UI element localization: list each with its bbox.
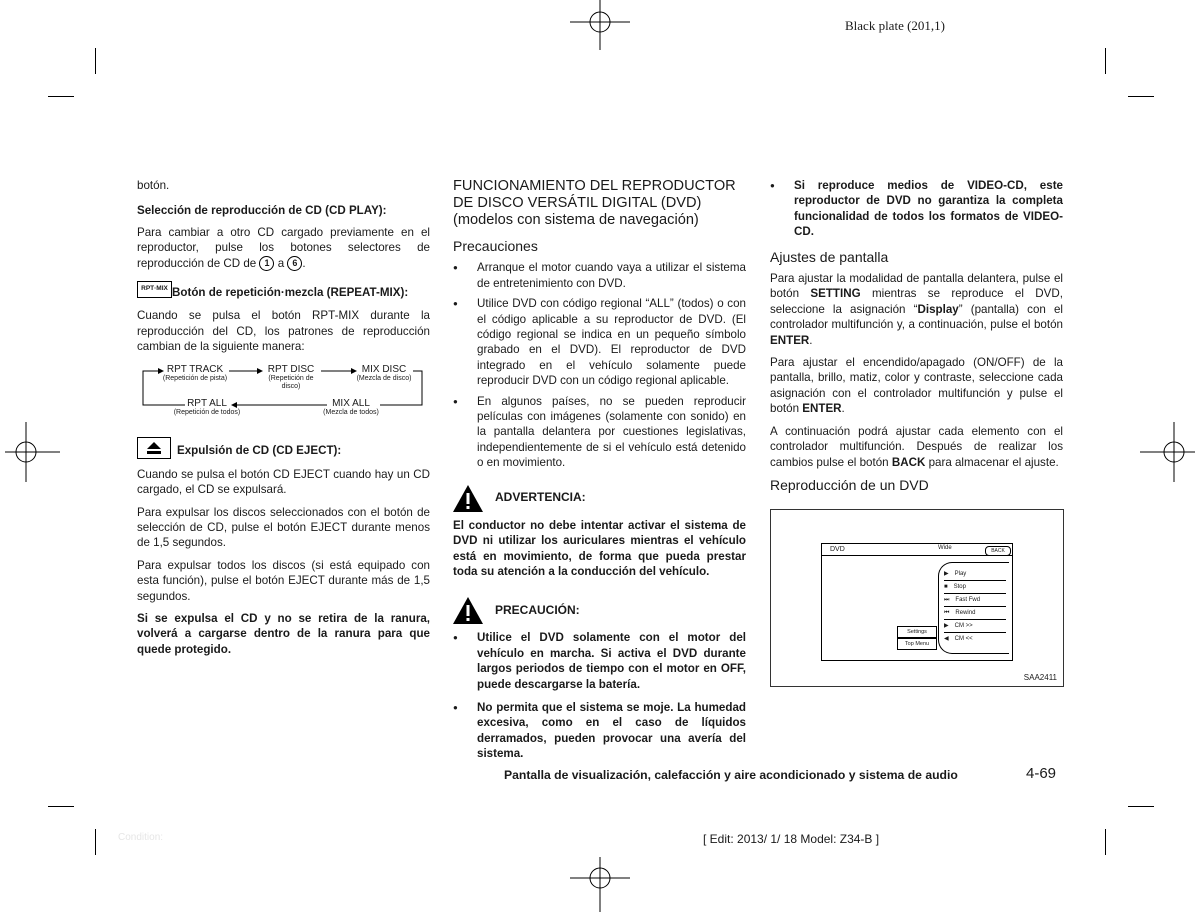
settings-button-label: Settings — [907, 629, 927, 635]
paragraph-text: . — [302, 256, 306, 270]
paragraph-text: . — [809, 333, 813, 347]
subsection-heading: Ajustes de pantalla — [770, 248, 889, 265]
warning-heading — [453, 485, 746, 512]
menu-item-label: Stop — [953, 584, 966, 590]
flow-node-rpt-disc — [259, 364, 323, 391]
menu-item-rewind[interactable] — [944, 607, 1006, 620]
column-3 — [770, 178, 1063, 499]
flow-node-rpt-all — [167, 398, 247, 417]
paragraph: botón. — [137, 179, 170, 192]
crop-mark — [95, 829, 96, 855]
registration-mark-icon — [570, 852, 630, 912]
paragraph — [137, 225, 430, 271]
flow-node-rpt-track — [159, 364, 231, 383]
menu-item-label: CM >> — [954, 623, 973, 629]
section-heading: Expulsión de CD (CD EJECT): — [177, 444, 342, 458]
warning-text: El conductor no debe intentar activar el sistema de DVD ni utilizar los auriculares mientras el vehículo está en movimiento, de forma que pueda prestar toda su atención a la conducción del vehículo. — [453, 518, 746, 578]
paragraph — [770, 355, 1063, 417]
flow-node-mix-disc — [353, 364, 415, 383]
paragraph: Si se expulsa el CD y no se retira de la ranura, volverá a cargarse dentro de la ranura para que quede protegido. — [137, 611, 430, 656]
eject-heading-row — [137, 437, 430, 459]
enter-key: ENTER — [802, 402, 842, 416]
subsection-heading: Reproducción de un DVD — [770, 476, 929, 493]
flow-node-sublabel: (Mezcla de disco) — [356, 374, 412, 382]
fast-forward-icon: ⏭ — [944, 597, 950, 603]
rpt-mix-heading-row — [137, 285, 430, 300]
warning-icon — [453, 485, 483, 512]
wide-label: Wide — [938, 545, 952, 551]
screen-divider — [822, 555, 1012, 556]
edit-info: [ Edit: 2013/ 1/ 18 Model: Z34-B ] — [703, 832, 880, 846]
crop-mark — [48, 96, 74, 97]
condition-label: Condition: — [118, 832, 164, 843]
setting-key: SETTING — [810, 287, 861, 301]
menu-list — [944, 568, 1006, 645]
button-6-icon: 6 — [287, 256, 302, 271]
registration-mark-icon — [570, 0, 630, 60]
crop-mark — [95, 48, 96, 74]
paragraph-text: . — [841, 402, 845, 416]
paragraph-text: Para cambiar a otro CD cargado previamente en el reproductor, pulse los botones selectores de reproducción de CD de — [137, 225, 430, 270]
crop-mark — [1105, 829, 1106, 855]
menu-item-stop[interactable] — [944, 581, 1006, 594]
menu-item-cm-forward[interactable] — [944, 620, 1006, 633]
rpt-mix-flow-diagram — [137, 365, 430, 417]
section-title: FUNCIONAMIENTO DEL REPRODUCTOR DE DISCO VERSÁTIL DIGITAL (DVD) (modelos con sistema de navegación) — [453, 178, 736, 228]
footer-section-title: Pantalla de visualización, calefacción y aire acondicionado y sistema de audio — [504, 768, 958, 782]
menu-item-fast-fwd[interactable] — [944, 594, 1006, 607]
eject-icon — [147, 442, 161, 454]
caution-icon — [453, 597, 483, 624]
rewind-icon: ⏮ — [944, 610, 950, 616]
list-item: ● Arranque el motor cuando vaya a utilizar el sistema de entretenimiento con DVD. — [453, 260, 746, 291]
screen-title: DVD — [830, 546, 845, 553]
menu-item-play[interactable] — [944, 568, 1006, 581]
flow-node-mix-all — [317, 398, 385, 417]
menu-item-label: Play — [954, 571, 967, 577]
enter-key: ENTER — [770, 333, 810, 347]
list-item: ● Si reproduce medios de VIDEO-CD, este reproductor de DVD no garantiza la completa funcionalidad de todos los formatos de VIDEO-CD. — [770, 178, 1063, 240]
stop-icon: ■ — [944, 584, 948, 590]
back-key: BACK — [891, 455, 926, 469]
cm-forward-icon: ▶ — [944, 623, 949, 629]
crop-mark — [1128, 806, 1154, 807]
list-item: ● No permita que el sistema se moje. La humedad excesiva, como en el caso de líquidos derramados, pueden provocar una avería del sistema. — [453, 700, 746, 762]
caution-heading — [453, 597, 746, 624]
paragraph — [770, 424, 1063, 470]
section-heading: Botón de repetición·mezcla (REPEAT-MIX): — [172, 286, 409, 300]
rpt-mix-button-icon: RPT·MIX — [137, 281, 172, 298]
paragraph-text: para almacenar el ajuste. — [928, 455, 1059, 469]
paragraph-text: ” (pantalla) con el controlador multifunción y, a continuación, pulse el botón — [770, 302, 1063, 332]
subsection-heading: Precauciones — [453, 238, 538, 254]
flow-node-sublabel: (Repetición de pista) — [162, 374, 228, 382]
list-item: ● Utilice DVD con código regional “ALL” (todos) o con el código aplicable a su reproductor de DVD. (El código regional se indica en un pequeño símbolo grabado en el DVD). El reproductor de DVD integrado en el vehículo solamente puede reproducir DVD con un código regional aplicable. — [453, 296, 746, 388]
flow-node-label: MIX DISC — [361, 363, 407, 375]
column-1 — [137, 178, 430, 664]
button-1-icon: 1 — [259, 256, 274, 271]
section-heading: Selección de reproducción de CD (CD PLAY): — [137, 204, 387, 218]
back-button-label: BACK — [991, 548, 1005, 554]
page-number: 4-69 — [1026, 765, 1057, 782]
flow-node-label: RPT ALL — [187, 397, 227, 409]
list-item: ● Utilice el DVD solamente con el motor del vehículo en marcha. Si activa el DVD durante largos periodos de tiempo con el motor en OFF, puede descargarse la batería. — [453, 630, 746, 692]
menu-item-label: CM << — [954, 636, 973, 642]
display-key: Display — [917, 302, 959, 316]
warning-label: ADVERTENCIA: — [495, 490, 586, 505]
paragraph: Cuando se pulsa el botón RPT-MIX durante la reproducción del CD, los patrones de reproducción cambian de la siguiente manera: — [137, 309, 430, 354]
paragraph — [770, 271, 1063, 348]
crop-mark — [1105, 48, 1106, 74]
column-2 — [453, 178, 746, 767]
paragraph-text: A continuación podrá ajustar cada elemento con el controlador multifunción. Después de realizar los cambios pulse el botón — [770, 424, 1063, 469]
crop-mark — [1128, 96, 1154, 97]
paragraph-text: Para ajustar el encendido/apagado (ON/OFF) de la pantalla, brillo, matiz, color y contraste, seleccione cada asignación con el controlador multifunción y pulse el botón — [770, 356, 1063, 416]
flow-node-sublabel: (Repetición de todos) — [173, 408, 241, 416]
paragraph: Para expulsar los discos seleccionados con el botón de selección de CD, pulse el botón EJECT durante menos de 1,5 segundos. — [137, 505, 430, 550]
plate-label: Black plate (201,1) — [845, 18, 945, 33]
top-menu-button-label: Top Menu — [904, 641, 930, 647]
figure-code: SAA2411 — [1023, 673, 1057, 682]
play-icon: ▶ — [944, 571, 949, 577]
registration-mark-icon — [0, 422, 60, 482]
flow-node-label: RPT TRACK — [166, 363, 224, 375]
list-item: ● En algunos países, no se pueden reproducir películas con imágenes (solamente con sonido) en la pantalla delantera por cuestiones legislativas, independientemente de si el vehículo está detenido o en movimiento. — [453, 394, 746, 471]
caution-label: PRECAUCIÓN: — [495, 603, 580, 618]
paragraph: Para expulsar todos los discos (si está equipado con esta función), pulse el botón EJECT durante más de 1,5 segundos. — [137, 558, 430, 603]
flow-node-sublabel: (Repetición de disco) — [268, 374, 314, 390]
dvd-screen — [821, 543, 1013, 661]
menu-item-label: Rewind — [955, 610, 976, 616]
flow-node-sublabel: (Mezcla de todos) — [323, 408, 379, 416]
settings-button[interactable] — [897, 626, 937, 638]
paragraph-text: mientras se reproduce el DVD, seleccione la asignación “ — [770, 287, 1063, 316]
menu-item-label: Fast Fwd — [955, 597, 981, 603]
crop-mark — [48, 806, 74, 807]
eject-button-icon — [137, 437, 171, 459]
registration-mark-icon — [1140, 422, 1200, 482]
cm-back-icon: ◀ — [944, 636, 949, 642]
paragraph-text: a — [277, 256, 285, 270]
paragraph: Cuando se pulsa el botón CD EJECT cuando hay un CD cargado, el CD se expulsará. — [137, 467, 430, 497]
flow-node-label: RPT DISC — [267, 363, 315, 375]
dvd-screen-figure — [770, 509, 1064, 687]
top-menu-button[interactable] — [897, 638, 937, 650]
menu-item-cm-back[interactable] — [944, 633, 1006, 645]
flow-node-label: MIX ALL — [332, 397, 370, 409]
paragraph-text: Para ajustar la modalidad de pantalla delantera, pulse el botón — [770, 272, 1063, 301]
